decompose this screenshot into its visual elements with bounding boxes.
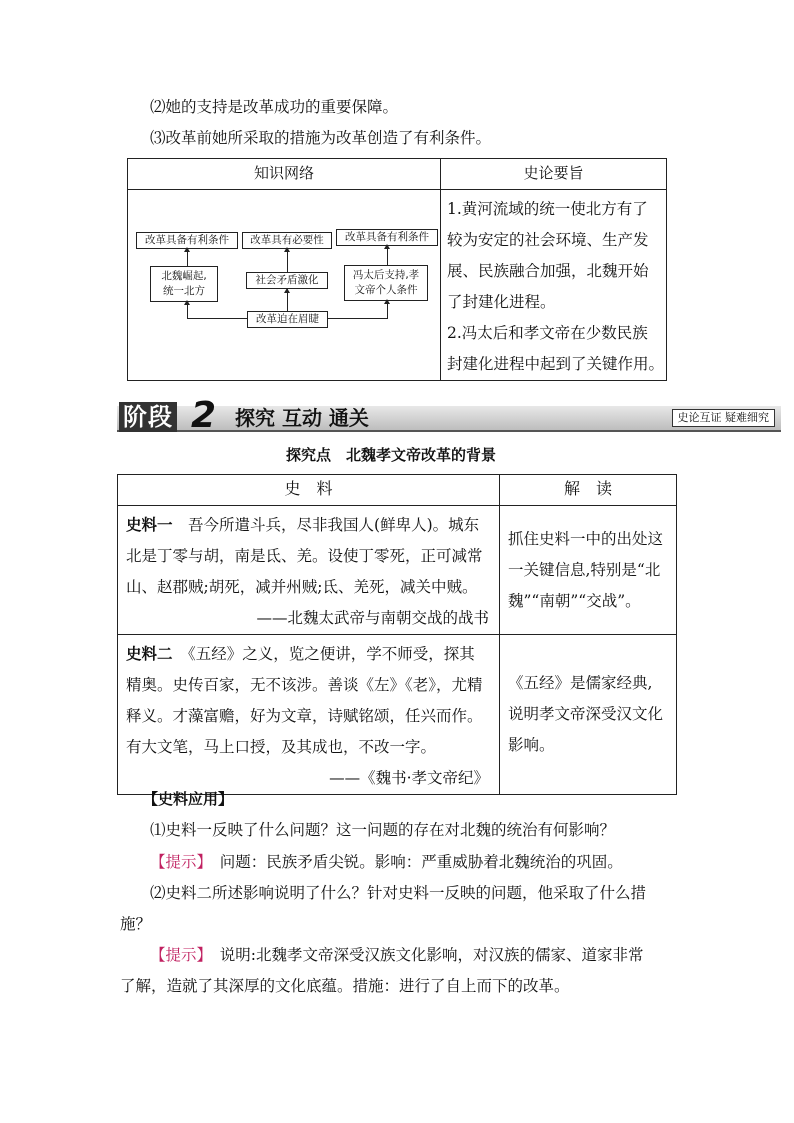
material-one-citation: ——北魏太武帝与南朝交战的战书 (256, 609, 489, 627)
stage-banner (117, 395, 781, 436)
material-two-line: 《五经》之义，览之便讲，学不师受，探其 (188, 645, 475, 663)
stage-label: 阶段 (119, 402, 177, 432)
gist-line: 封建化进程中起到了关键作用。 (446, 355, 664, 373)
summary-table (127, 158, 667, 381)
interpretation-one-line: 抓住史料一中的出处这 (508, 529, 664, 548)
stage-number: 2 (191, 395, 217, 436)
question-one: ⑴史料一反映了什么问题？这一问题的存在对北魏的统治有何影响？ (150, 821, 616, 839)
material-one-line: 山、赵郡贼;胡死，减并州贼;氐、羌死，减关中贼。 (126, 578, 478, 596)
material-two-line: 精奥。史传百家，无不该涉。善谈《左》《老》，尤精 (126, 676, 483, 694)
question-two-line2: 施？ (120, 915, 152, 933)
gist-cell (440, 190, 666, 381)
box-favorable-conditions-right: 改革具备有利条件 (336, 229, 438, 246)
gist-line: 了封建化进程。 (446, 293, 556, 311)
answer-one: 问题：民族矛盾尖锐。影响：严重威胁着北魏统治的巩固。 (219, 853, 623, 871)
material-one-label: 史料一 (126, 515, 173, 534)
gist-line: 展、民族融合加强，北魏开始 (446, 262, 649, 280)
box-favorable-conditions-left: 改革具备有利条件 (136, 232, 238, 249)
interpretation-two-line: 影响。 (508, 736, 555, 754)
answer-two-line1: 说明:北魏孝文帝深受汉族文化影响，对汉族的儒家、道家非常 (219, 946, 644, 964)
gist-line: 2.冯太后和孝文帝在少数民族 (446, 324, 648, 342)
question-two-line1: ⑵史料二所述影响说明了什么？针对史料一反映的问题，他采取了什么措 (150, 884, 647, 902)
box-empress-feng-support-line2: 文帝个人条件 (354, 284, 418, 296)
material-two-cell (118, 635, 500, 795)
material-table (117, 474, 677, 795)
box-empress-feng-support-line1: 冯太后支持,孝 (352, 269, 420, 281)
intro-line-3: ⑶改革前她所采取的措施为改革创造了有利条件。 (150, 129, 492, 147)
interpretation-two-line: 说明孝文帝深受汉文化 (508, 705, 664, 723)
material-one-line: 北是丁零与胡，南是氐、羌。设使丁零死，正可减常 (126, 547, 483, 565)
interpretation-one-cell (500, 506, 677, 635)
section-title: 探究点 北魏孝文帝改革的背景 (286, 446, 497, 464)
hint-label-one: 【提示】 (150, 853, 205, 871)
stage-title: 探究 互动 通关 (235, 406, 369, 430)
interpretation-two-cell (500, 635, 677, 795)
header-knowledge-network: 知识网络 (128, 159, 441, 190)
material-one-cell (118, 506, 500, 635)
box-northern-wei-rise-line2: 统一北方 (163, 285, 205, 297)
intro-line-2: ⑵她的支持是改革成功的重要保障。 (150, 98, 399, 116)
header-materials: 史 料 (118, 475, 500, 506)
hint-label-two: 【提示】 (150, 946, 205, 964)
box-northern-wei-rise (150, 266, 218, 302)
material-two-label: 史料二 (126, 644, 173, 663)
stage-tag: 史论互证 疑难细究 (672, 409, 776, 427)
box-northern-wei-rise-line1: 北魏崛起, (161, 270, 207, 282)
knowledge-network-cell (128, 190, 441, 381)
header-interpretation: 解 读 (500, 475, 677, 506)
knowledge-network-diagram (128, 190, 440, 378)
answer-two-line2: 了解，造就了其深厚的文化底蕴。措施：进行了自上而下的改革。 (120, 977, 570, 995)
material-two-citation: ——《魏书·孝文帝纪》 (329, 769, 489, 787)
gist-line: 1.黄河流域的统一使北方有了 (446, 200, 648, 218)
interpretation-two-line: 《五经》是儒家经典, (508, 674, 653, 692)
header-gist: 史论要旨 (440, 159, 666, 190)
box-reform-urgent: 改革迫在眉睫 (247, 311, 328, 328)
box-empress-feng-support (344, 265, 428, 301)
material-two-line: 有大文笔，马上口授，及其成也，不改一字。 (126, 738, 437, 756)
material-one-line: 吾今所遣斗兵，尽非我国人(鲜卑人)。城东 (188, 516, 480, 534)
application-heading: 【史料应用】 (143, 790, 234, 808)
interpretation-one-line: 魏”“南朝”“交战”。 (508, 591, 641, 610)
gist-line: 较为安定的社会环境、生产发 (446, 231, 649, 249)
box-necessity: 改革具有必要性 (242, 232, 332, 249)
box-social-conflict: 社会矛盾激化 (246, 272, 328, 289)
material-two-line: 释义。才藻富赡，好为文章，诗赋铭颂，任兴而作。 (126, 707, 483, 725)
interpretation-one-line: 一关键信息,特别是“北 (508, 560, 661, 579)
